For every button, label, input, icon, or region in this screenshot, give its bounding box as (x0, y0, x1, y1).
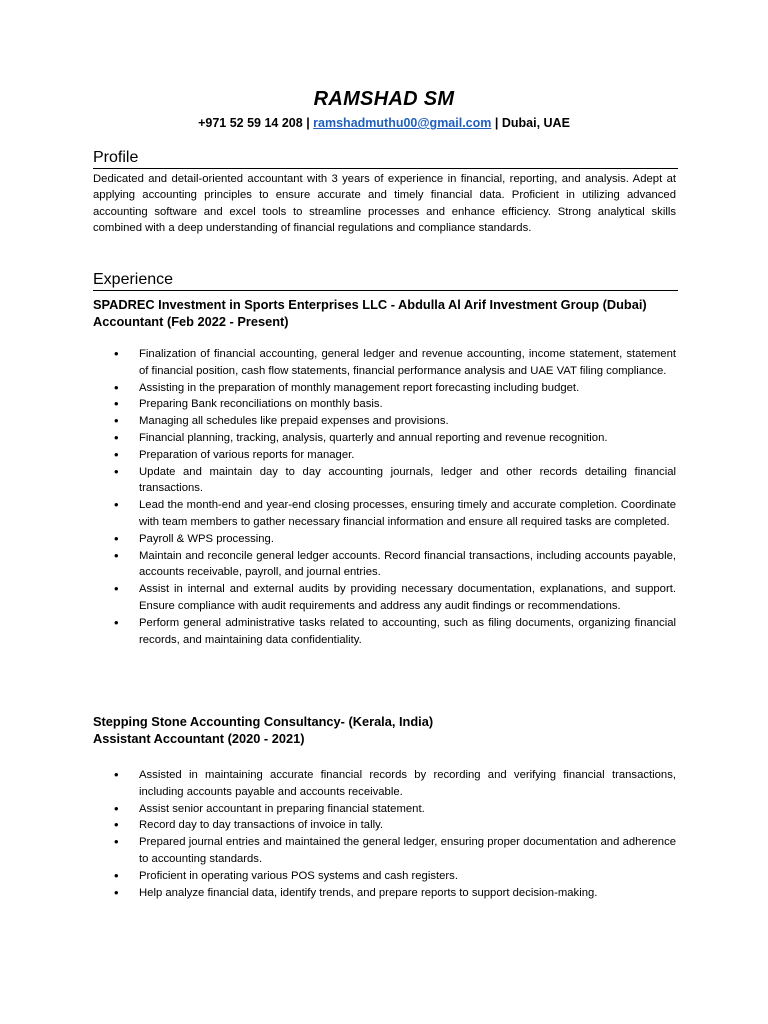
job-2-responsibilities (93, 767, 676, 901)
job-entry-1 (93, 296, 683, 330)
location: Dubai, UAE (501, 116, 570, 130)
job-entry-2 (93, 713, 683, 747)
list-item: • Update and maintain day to day accounting journals, ledger and other records detailing financial transactions. (93, 464, 676, 498)
separator: | (306, 116, 310, 130)
list-item: • Preparing Bank reconciliations on monthly basis. (93, 396, 676, 413)
job-role: Accountant (Feb 2022 - Present) (93, 314, 289, 329)
company-name: Stepping Stone Accounting Consultancy- (Kerala, India) (93, 714, 434, 729)
list-item: • Managing all schedules like prepaid expenses and provisions. (93, 413, 676, 430)
company-name: SPADREC Investment in Sports Enterprises LLC - Abdulla Al Arif Investment Group (Dubai) (93, 297, 647, 312)
experience-heading: Experience (93, 271, 678, 291)
list-item: • Assisting in the preparation of monthly management report forecasting including budget. (93, 380, 676, 397)
list-item: • Proficient in operating various POS systems and cash registers. (93, 868, 676, 885)
list-item: • Record day to day transactions of invoice in tally. (93, 817, 676, 834)
contact-line (0, 116, 768, 130)
job-role: Assistant Accountant (2020 - 2021) (93, 731, 305, 746)
list-item: • Prepared journal entries and maintained the general ledger, ensuring proper documentation and adherence to accounting standards. (93, 834, 676, 868)
list-item: • Preparation of various reports for manager. (93, 447, 676, 464)
profile-heading: Profile (93, 149, 678, 169)
list-item: • Assisted in maintaining accurate financial records by recording and verifying financial transactions, including accounts payable and accounts receivable. (93, 767, 676, 801)
list-item: • Assist senior accountant in preparing financial statement. (93, 801, 676, 818)
candidate-name: RAMSHAD SM (313, 88, 455, 110)
list-item: • Perform general administrative tasks related to accounting, such as filing documents, organizing financial records, and maintaining data confidentiality. (93, 615, 676, 649)
list-item: • Help analyze financial data, identify trends, and prepare reports to support decision-making. (93, 885, 676, 902)
list-item: • Financial planning, tracking, analysis, quarterly and annual reporting and revenue recognition. (93, 430, 676, 447)
list-item: • Maintain and reconcile general ledger accounts. Record financial transactions, including accounts payable, accounts receivable, payroll, and journal entries. (93, 548, 676, 582)
list-item: • Lead the month-end and year-end closing processes, ensuring timely and accurate completion. Coordinate with team members to gather necessary financial information and ensure all required tasks are completed. (93, 497, 676, 531)
email-link[interactable]: ramshadmuthu00@gmail.com (313, 116, 492, 130)
phone-number: +971 52 59 14 208 (198, 116, 303, 130)
job-1-responsibilities (93, 346, 676, 648)
list-item: • Assist in internal and external audits by providing necessary documentation, explanations, and support. Ensure compliance with audit requirements and address any audit findings or recommendations. (93, 581, 676, 615)
list-item: • Finalization of financial accounting, general ledger and revenue accounting, income statement, statement of financial position, cash flow statements, financial performance analysis and UAE VAT filing compliance. (93, 346, 676, 380)
profile-text: Dedicated and detail-oriented accountant with 3 years of experience in financial, reporting, and analysis. Adept at applying accounting principles to ensure accurate and timely financial data. Proficient in utilizing advanced accounting software and excel tools to streamline processes and enhance efficiency. Strong analytical skills combined with a deep understanding of financial regulations and compliance standards. (93, 173, 676, 235)
separator: | (494, 116, 499, 130)
list-item: • Payroll & WPS processing. (93, 531, 676, 548)
